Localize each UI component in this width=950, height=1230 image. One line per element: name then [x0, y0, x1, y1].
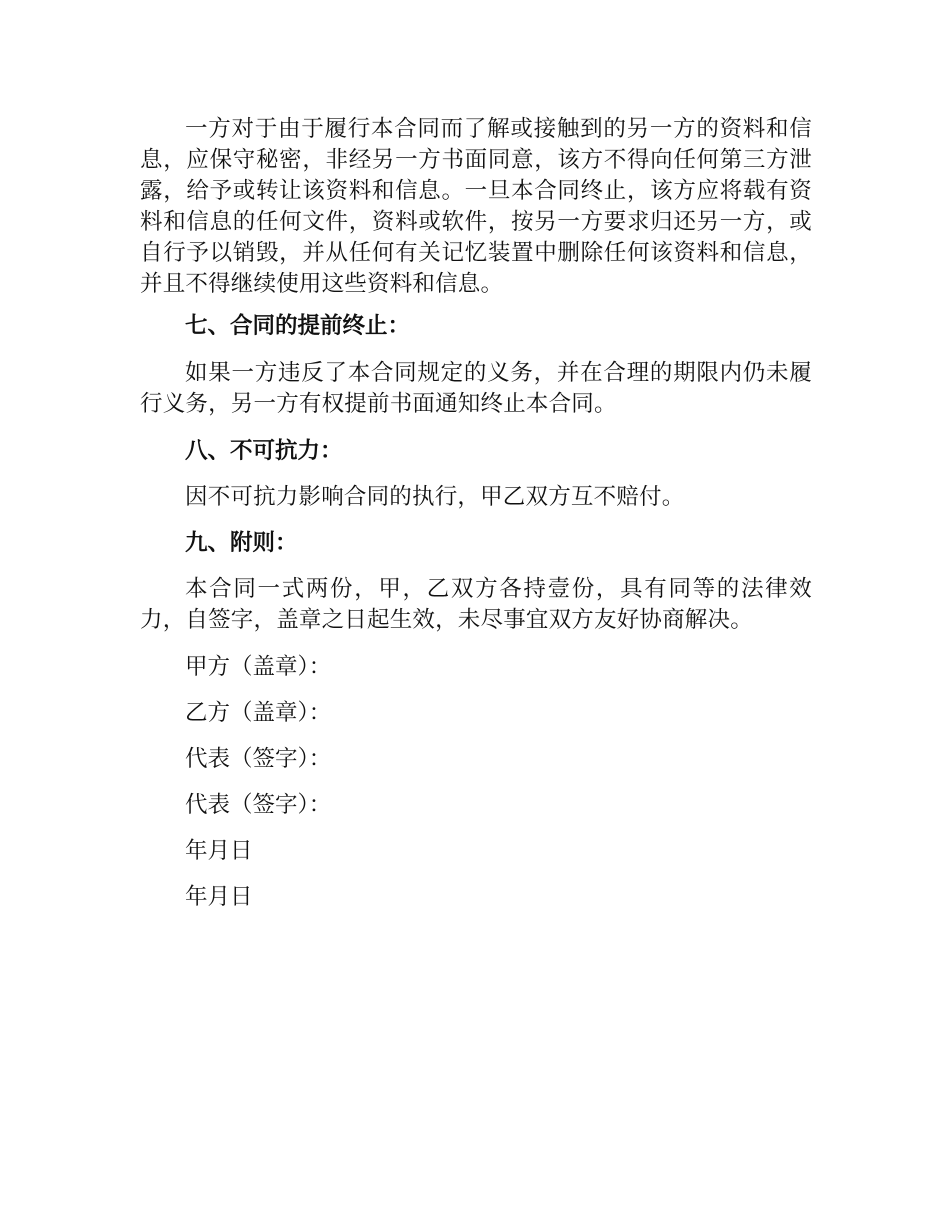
section-9-content	[140, 574, 812, 636]
confidentiality-paragraph: 一方对于由于履行本合同而了解或接触到的另一方的资料和信息，应保守秘密，非经另一方书面同意，该方不得向任何第三方泄露，给予或转让该资料和信息。一旦本合同终止，该方应将载有资料和信息的任何文件，资料或软件，按另一方要求归还另一方，或自行予以销毁，并从任何有关记忆装置中删除任何该资料和信息，并且不得继续使用这些资料和信息。	[140, 116, 812, 297]
section-8	[140, 436, 812, 467]
signature-block	[140, 652, 812, 913]
section-7-body: 如果一方违反了本合同规定的义务，并在合理的期限内仍未履行义务，另一方有权提前书面通知终止本合同。	[140, 360, 812, 417]
confidentiality-block	[140, 114, 812, 300]
rep-a-sign-line: 代表（签字）：	[185, 746, 332, 772]
date-b-line: 年月日	[185, 884, 253, 910]
date-a-line: 年月日	[185, 838, 253, 864]
party-b-seal-line: 乙方（盖章）：	[185, 700, 332, 726]
section-7	[140, 311, 812, 342]
section-8-heading: 八、不可抗力：	[185, 438, 343, 464]
section-7-content	[140, 358, 812, 420]
section-9-heading: 九、附则：	[185, 530, 298, 556]
section-7-heading: 七、合同的提前终止：	[185, 313, 411, 339]
section-8-content	[140, 482, 812, 513]
party-a-seal-line: 甲方（盖章）：	[185, 654, 332, 680]
section-9	[140, 528, 812, 559]
section-9-body: 本合同一式两份，甲，乙双方各持壹份，具有同等的法律效力，自签字，盖章之日起生效，未尽事宜双方友好协商解决。	[140, 576, 812, 633]
rep-b-sign-line: 代表（签字）：	[185, 792, 332, 818]
section-8-body: 因不可抗力影响合同的执行，甲乙双方互不赔付。	[185, 484, 685, 510]
